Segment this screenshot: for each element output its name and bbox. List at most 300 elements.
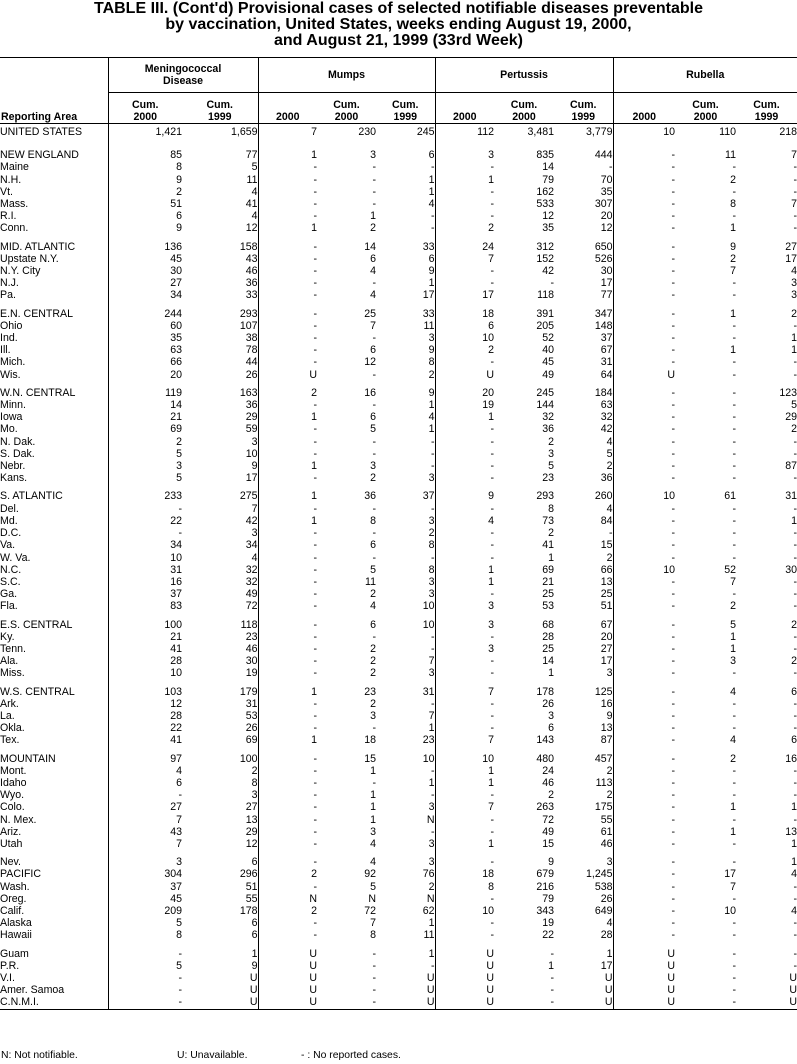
value-cell: - bbox=[613, 356, 675, 368]
value-cell: - bbox=[613, 387, 675, 399]
value-cell: - bbox=[732, 892, 737, 905]
table-row bbox=[0, 320, 797, 332]
value-cell: 1 bbox=[435, 838, 494, 850]
value-cell: - bbox=[793, 527, 797, 540]
value-cell: 3 bbox=[428, 575, 435, 588]
value-cell: 10 bbox=[422, 618, 435, 631]
value-cell: 304 bbox=[108, 868, 182, 880]
value-cell: - bbox=[793, 588, 797, 601]
value-cell: - bbox=[258, 472, 317, 484]
reporting-area-cell: Mass. bbox=[0, 198, 29, 211]
table-row bbox=[0, 472, 797, 484]
reporting-area-cell: Ariz. bbox=[0, 825, 22, 838]
value-cell: U bbox=[435, 369, 494, 381]
value-cell: - bbox=[613, 801, 675, 813]
value-cell: 3 bbox=[370, 460, 376, 473]
value-cell: - bbox=[258, 722, 317, 734]
value-cell: - bbox=[258, 826, 317, 838]
value-cell: 17 bbox=[785, 252, 797, 265]
subcol-header: Cum. 1999 bbox=[376, 93, 435, 124]
value-cell: 7 bbox=[730, 880, 737, 893]
value-cell: 42 bbox=[542, 265, 555, 278]
value-cell: 76 bbox=[422, 868, 435, 881]
table-row bbox=[0, 503, 797, 515]
value-cell: 33 bbox=[422, 307, 435, 320]
value-cell: 83 bbox=[108, 600, 182, 612]
value-cell: 143 bbox=[536, 734, 555, 747]
value-cell: 2 bbox=[791, 655, 797, 668]
value-cell: - bbox=[108, 948, 182, 960]
value-cell: 21 bbox=[108, 631, 182, 643]
value-cell: - bbox=[550, 947, 555, 960]
value-cell: 1 bbox=[791, 344, 797, 357]
value-cell: - bbox=[793, 539, 797, 552]
table-row bbox=[0, 698, 797, 710]
value-cell: 46 bbox=[600, 837, 613, 850]
value-cell: - bbox=[435, 277, 494, 289]
value-cell: 5 bbox=[108, 448, 182, 460]
value-cell: - bbox=[372, 277, 376, 290]
value-cell: - bbox=[435, 460, 494, 472]
value-cell: 10 bbox=[613, 490, 675, 502]
value-cell: 12 bbox=[108, 698, 182, 710]
value-cell: 1 bbox=[791, 801, 797, 814]
value-cell: 69 bbox=[108, 423, 182, 435]
value-cell: U bbox=[426, 984, 435, 997]
value-cell: 3 bbox=[428, 472, 435, 485]
value-cell: 22 bbox=[108, 722, 182, 734]
value-cell: 72 bbox=[245, 600, 258, 613]
value-cell: - bbox=[613, 753, 675, 765]
value-cell: 6 bbox=[108, 777, 182, 789]
value-cell: 4 bbox=[108, 765, 182, 777]
value-cell: 152 bbox=[536, 252, 555, 265]
value-cell: - bbox=[613, 515, 675, 527]
value-cell: 51 bbox=[600, 600, 613, 613]
value-cell: 1 bbox=[791, 837, 797, 850]
reporting-area-cell: R.I. bbox=[0, 210, 17, 223]
reporting-area-cell: Nebr. bbox=[0, 460, 26, 473]
value-cell: 23 bbox=[542, 472, 555, 485]
value-cell: 649 bbox=[594, 904, 613, 917]
reporting-area-cell: Okla. bbox=[0, 722, 25, 735]
value-cell: 12 bbox=[245, 222, 258, 235]
value-cell: 2 bbox=[730, 600, 737, 613]
value-cell: - bbox=[258, 423, 317, 435]
value-cell: U bbox=[613, 996, 675, 1009]
reporting-area-cell: Wash. bbox=[0, 880, 30, 893]
value-cell: - bbox=[613, 698, 675, 710]
value-cell: 263 bbox=[536, 801, 555, 814]
value-cell: 3 bbox=[791, 289, 797, 302]
value-cell: 9 bbox=[428, 344, 435, 357]
value-cell: - bbox=[435, 667, 494, 679]
value-cell: - bbox=[430, 551, 435, 564]
value-cell: 1 bbox=[370, 210, 376, 223]
value-cell: 2 bbox=[606, 789, 613, 802]
table-row bbox=[0, 527, 797, 539]
value-cell: 12 bbox=[542, 210, 555, 223]
value-cell: 9 bbox=[251, 460, 258, 473]
subcol-header: Cum. 2000 bbox=[494, 93, 554, 124]
value-cell: 3 bbox=[791, 277, 797, 290]
value-cell: - bbox=[494, 996, 554, 1009]
value-cell: 7 bbox=[108, 838, 182, 850]
value-cell: - bbox=[613, 893, 675, 905]
value-cell: 1 bbox=[258, 734, 317, 746]
value-cell: 46 bbox=[245, 265, 258, 278]
reporting-area-header: Reporting Area bbox=[0, 93, 108, 124]
value-cell: - bbox=[258, 789, 317, 801]
value-cell: 5 bbox=[108, 472, 182, 484]
value-cell: - bbox=[372, 984, 376, 997]
value-cell: - bbox=[613, 149, 675, 161]
reporting-area-cell: Va. bbox=[0, 539, 16, 552]
value-cell: 15 bbox=[600, 539, 613, 552]
table-row bbox=[0, 448, 797, 460]
value-cell: 11 bbox=[365, 575, 376, 588]
value-cell: 6 bbox=[370, 344, 376, 357]
table-row bbox=[0, 387, 797, 399]
value-cell: - bbox=[435, 423, 494, 435]
value-cell: - bbox=[108, 984, 182, 996]
value-cell: 24 bbox=[542, 764, 555, 777]
value-cell: 123 bbox=[779, 386, 797, 399]
table-row bbox=[0, 149, 797, 161]
value-cell: 7 bbox=[370, 917, 376, 930]
value-cell: - bbox=[372, 447, 376, 460]
value-cell: 10 bbox=[435, 905, 494, 917]
value-cell: - bbox=[732, 399, 737, 412]
subcol-header: Cum. 2000 bbox=[108, 93, 182, 124]
value-cell: - bbox=[258, 356, 317, 368]
table-row bbox=[0, 600, 797, 612]
reporting-area-cell: W.N. CENTRAL bbox=[0, 386, 76, 399]
table-row bbox=[0, 399, 797, 411]
value-cell: 10 bbox=[245, 447, 258, 460]
group-rubella: Rubella bbox=[613, 58, 797, 93]
value-cell: 32 bbox=[542, 411, 555, 424]
value-cell: - bbox=[258, 881, 317, 893]
value-cell: 9 bbox=[606, 709, 613, 722]
value-cell: U bbox=[604, 984, 613, 997]
value-cell: 8 bbox=[108, 929, 182, 941]
value-cell: 144 bbox=[536, 399, 555, 412]
value-cell: 15 bbox=[364, 752, 376, 765]
value-cell: - bbox=[430, 825, 435, 838]
value-cell: - bbox=[793, 435, 797, 448]
value-cell: - bbox=[372, 959, 376, 972]
value-cell: 7 bbox=[258, 124, 317, 144]
value-cell: 5 bbox=[606, 447, 613, 460]
value-cell: - bbox=[372, 332, 376, 345]
value-cell: 184 bbox=[594, 386, 613, 399]
table-body bbox=[0, 124, 797, 1010]
value-cell: 3 bbox=[108, 460, 182, 472]
value-cell: 8 bbox=[428, 539, 435, 552]
subcol-header: Cum. 1999 bbox=[182, 93, 258, 124]
reporting-area-cell: NEW ENGLAND bbox=[0, 149, 79, 162]
value-cell: - bbox=[613, 643, 675, 655]
value-cell: 27 bbox=[108, 801, 182, 813]
value-cell: - bbox=[430, 161, 435, 174]
value-cell: 1 bbox=[435, 564, 494, 576]
value-cell: 6 bbox=[428, 149, 435, 162]
value-cell: 100 bbox=[239, 752, 258, 765]
value-cell: 26 bbox=[600, 892, 613, 905]
value-cell: - bbox=[732, 411, 737, 424]
value-cell: 8 bbox=[730, 198, 737, 211]
value-cell: - bbox=[732, 527, 737, 540]
value-cell: 6 bbox=[251, 856, 258, 869]
table-row bbox=[0, 753, 797, 765]
value-cell: 3 bbox=[370, 825, 376, 838]
value-cell: - bbox=[613, 722, 675, 734]
value-cell: 6 bbox=[370, 252, 376, 265]
value-cell: 3 bbox=[435, 643, 494, 655]
value-cell: 538 bbox=[594, 880, 613, 893]
value-cell: - bbox=[732, 332, 737, 345]
value-cell: 60 bbox=[108, 320, 182, 332]
value-cell: 20 bbox=[435, 387, 494, 399]
value-cell: 51 bbox=[245, 880, 258, 893]
reporting-area-spacer bbox=[0, 58, 108, 93]
table-row bbox=[0, 777, 797, 789]
value-cell: - bbox=[613, 838, 675, 850]
value-cell: 650 bbox=[594, 240, 613, 253]
value-cell: - bbox=[372, 161, 376, 174]
value-cell: - bbox=[258, 552, 317, 564]
value-cell: 162 bbox=[536, 185, 555, 198]
value-cell: - bbox=[372, 722, 376, 735]
value-cell: - bbox=[258, 777, 317, 789]
value-cell: - bbox=[258, 308, 317, 320]
value-cell: U bbox=[736, 996, 797, 1009]
value-cell: - bbox=[793, 222, 797, 235]
value-cell: 46 bbox=[245, 642, 258, 655]
value-cell: - bbox=[732, 423, 737, 436]
value-cell: 5 bbox=[548, 460, 555, 473]
table-row bbox=[0, 539, 797, 551]
value-cell: - bbox=[613, 411, 675, 423]
value-cell: - bbox=[258, 539, 317, 551]
table-row bbox=[0, 881, 797, 893]
value-cell: 100 bbox=[108, 619, 182, 631]
value-cell: 73 bbox=[542, 514, 555, 527]
value-cell: 10 bbox=[724, 904, 737, 917]
reporting-area-cell: Wis. bbox=[0, 368, 21, 381]
value-cell: 2 bbox=[428, 368, 435, 381]
value-cell: 3 bbox=[435, 600, 494, 612]
value-cell: - bbox=[613, 265, 675, 277]
value-cell: 45 bbox=[542, 356, 555, 369]
value-cell: - bbox=[108, 972, 182, 984]
value-cell: - bbox=[258, 765, 317, 777]
value-cell: 11 bbox=[246, 173, 258, 186]
value-cell: - bbox=[732, 551, 737, 564]
value-cell: 175 bbox=[594, 801, 613, 814]
table-row bbox=[0, 765, 797, 777]
reporting-area-cell: S. Dak. bbox=[0, 447, 35, 460]
value-cell: 36 bbox=[364, 490, 376, 503]
reporting-area-cell: Upstate N.Y. bbox=[0, 252, 59, 265]
value-cell: 1 bbox=[435, 765, 494, 777]
value-cell: - bbox=[793, 185, 797, 198]
value-cell: - bbox=[613, 619, 675, 631]
value-cell: - bbox=[435, 472, 494, 484]
value-cell: - bbox=[793, 368, 797, 381]
table-row bbox=[0, 996, 797, 1009]
value-cell: - bbox=[613, 186, 675, 198]
value-cell: 36 bbox=[245, 399, 258, 412]
value-cell: 41 bbox=[542, 539, 555, 552]
table-row bbox=[0, 515, 797, 527]
value-cell: - bbox=[608, 161, 613, 174]
value-cell: - bbox=[258, 198, 317, 210]
value-cell: 19 bbox=[435, 399, 494, 411]
value-cell: - bbox=[108, 527, 182, 539]
value-cell: 27 bbox=[600, 642, 613, 655]
value-cell: 4 bbox=[370, 837, 376, 850]
reporting-area-cell: Miss. bbox=[0, 667, 25, 680]
value-cell: 113 bbox=[595, 776, 613, 789]
value-cell: 1 bbox=[370, 764, 376, 777]
value-cell: 4 bbox=[370, 856, 376, 869]
value-cell: - bbox=[732, 460, 737, 473]
value-cell: 23 bbox=[422, 734, 435, 747]
value-cell: - bbox=[258, 161, 317, 173]
value-cell: 7 bbox=[791, 198, 797, 211]
value-cell: 2 bbox=[791, 307, 797, 320]
value-cell: 13 bbox=[245, 813, 258, 826]
value-cell: - bbox=[258, 174, 317, 186]
value-cell: 16 bbox=[108, 576, 182, 588]
value-cell: 1 bbox=[548, 667, 555, 680]
value-cell: 9 bbox=[428, 386, 435, 399]
value-cell: 62 bbox=[422, 904, 435, 917]
value-cell: - bbox=[258, 631, 317, 643]
reporting-area-cell: Mich. bbox=[0, 356, 26, 369]
table-row bbox=[0, 490, 797, 502]
value-cell: - bbox=[613, 289, 675, 301]
value-cell: - bbox=[430, 460, 435, 473]
value-cell: 34 bbox=[245, 539, 258, 552]
value-cell: 11 bbox=[423, 319, 435, 332]
value-cell: 4 bbox=[428, 198, 435, 211]
value-cell: 17 bbox=[600, 277, 613, 290]
value-cell: - bbox=[258, 241, 317, 253]
value-cell: 32 bbox=[600, 411, 613, 424]
value-cell: 14 bbox=[108, 399, 182, 411]
value-cell: 3 bbox=[606, 856, 613, 869]
table-row bbox=[0, 576, 797, 588]
value-cell: - bbox=[613, 198, 675, 210]
value-cell: 158 bbox=[239, 240, 258, 253]
value-cell: 19 bbox=[245, 667, 258, 680]
table-row bbox=[0, 667, 797, 679]
reporting-area-cell: W.S. CENTRAL bbox=[0, 685, 75, 698]
value-cell: 1 bbox=[428, 722, 435, 735]
reporting-area-cell: Ala. bbox=[0, 655, 19, 668]
value-cell: 9 bbox=[435, 490, 494, 502]
value-cell: 10 bbox=[613, 564, 675, 576]
table-row bbox=[0, 710, 797, 722]
value-cell: 49 bbox=[542, 368, 555, 381]
value-cell: 38 bbox=[245, 332, 258, 345]
value-cell: - bbox=[613, 667, 675, 679]
value-cell: 10 bbox=[435, 753, 494, 765]
value-cell: 9 bbox=[251, 959, 258, 972]
value-cell: - bbox=[732, 959, 737, 972]
value-cell: 1 bbox=[791, 514, 797, 527]
value-cell: 3 bbox=[428, 332, 435, 345]
value-cell: 1 bbox=[435, 411, 494, 423]
value-cell: 244 bbox=[108, 308, 182, 320]
value-cell: 347 bbox=[594, 307, 613, 320]
value-cell: 15 bbox=[542, 837, 555, 850]
value-cell: - bbox=[435, 588, 494, 600]
value-cell: - bbox=[258, 527, 317, 539]
value-cell: 25 bbox=[364, 307, 376, 320]
value-cell: 97 bbox=[108, 753, 182, 765]
value-cell: 9 bbox=[108, 174, 182, 186]
value-cell: 27 bbox=[785, 240, 797, 253]
value-cell: 25 bbox=[600, 588, 613, 601]
value-cell: - bbox=[435, 161, 494, 173]
reporting-area-cell: Ky. bbox=[0, 630, 15, 643]
value-cell: - bbox=[430, 222, 435, 235]
value-cell: - bbox=[793, 642, 797, 655]
value-cell: - bbox=[732, 789, 737, 802]
value-cell: 1 bbox=[791, 332, 797, 345]
table-row bbox=[0, 588, 797, 600]
value-cell: 45 bbox=[108, 893, 182, 905]
value-cell: 12 bbox=[364, 356, 376, 369]
value-cell: 480 bbox=[536, 752, 555, 765]
value-cell: 103 bbox=[108, 686, 182, 698]
value-cell: 4 bbox=[370, 265, 376, 278]
table-row bbox=[0, 722, 797, 734]
value-cell: 2 bbox=[435, 344, 494, 356]
value-cell: 68 bbox=[542, 618, 555, 631]
value-cell: - bbox=[613, 631, 675, 643]
value-cell: 4 bbox=[791, 265, 797, 278]
value-cell: U bbox=[249, 972, 258, 984]
value-cell: 10 bbox=[422, 600, 435, 613]
value-cell: 1 bbox=[435, 777, 494, 789]
value-cell: U bbox=[435, 996, 494, 1009]
value-cell: 526 bbox=[594, 252, 613, 265]
value-cell: - bbox=[372, 947, 376, 960]
table-row bbox=[0, 619, 797, 631]
reporting-area-cell: MOUNTAIN bbox=[0, 752, 56, 765]
value-cell: 3 bbox=[548, 709, 555, 722]
value-cell: 1 bbox=[428, 917, 435, 930]
table-row bbox=[0, 734, 797, 746]
value-cell: 43 bbox=[245, 252, 258, 265]
value-cell: - bbox=[613, 423, 675, 435]
value-cell: 5 bbox=[370, 423, 376, 436]
value-cell: 6 bbox=[370, 411, 376, 424]
value-cell: 31 bbox=[785, 490, 797, 503]
value-cell: 1 bbox=[428, 423, 435, 436]
value-cell: 52 bbox=[542, 332, 555, 345]
value-cell: 3 bbox=[428, 856, 435, 869]
value-cell: 1 bbox=[428, 173, 435, 186]
value-cell: 27 bbox=[108, 277, 182, 289]
value-cell: - bbox=[732, 368, 737, 381]
value-cell: - bbox=[793, 600, 797, 613]
